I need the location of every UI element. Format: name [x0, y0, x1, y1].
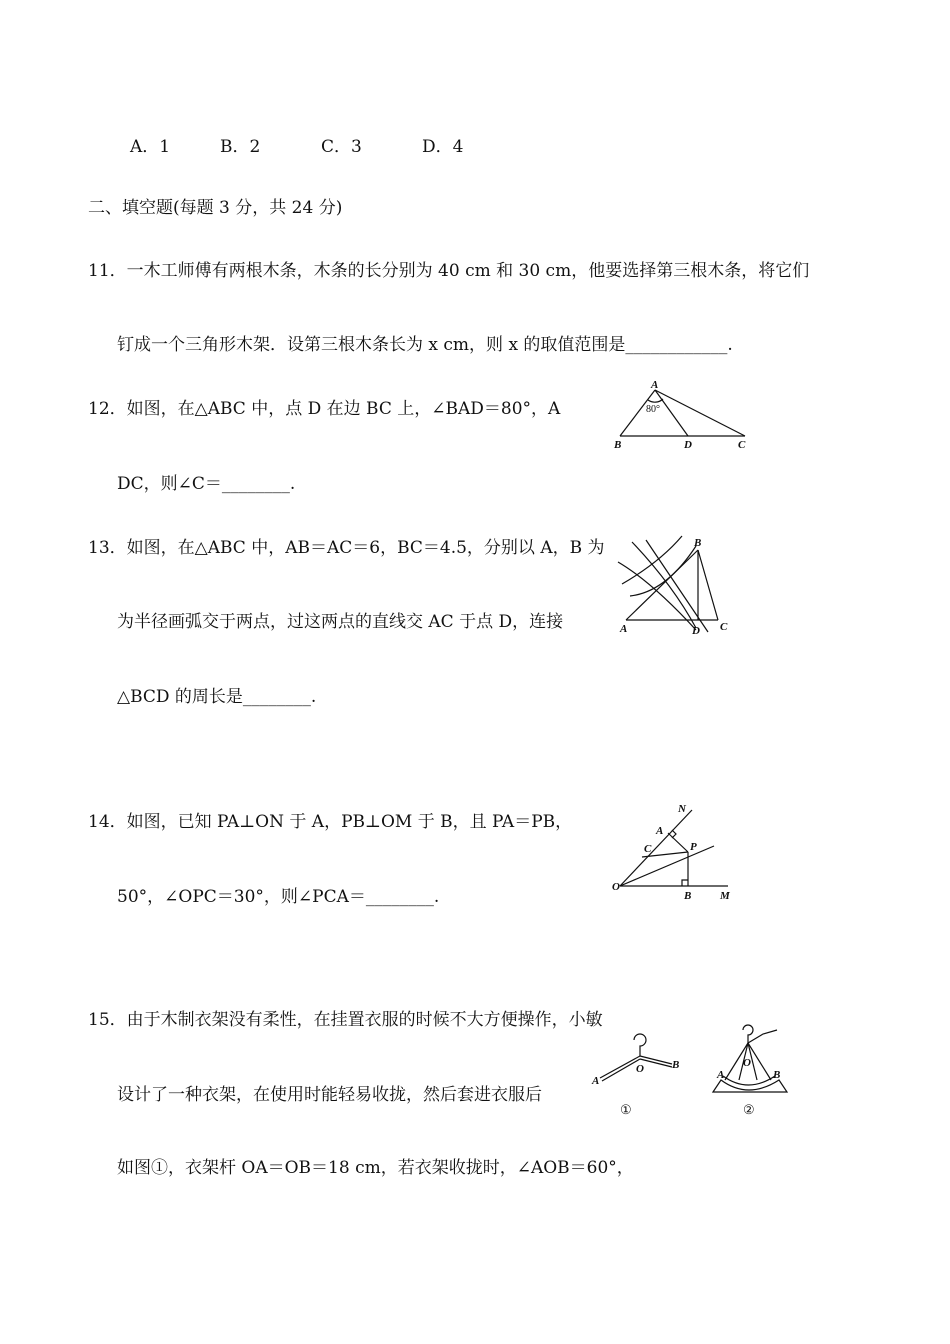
q12-label-a: A: [651, 379, 659, 391]
q12-figure: [610, 378, 760, 456]
q13-line1: 13．如图，在△ABC 中，AB＝AC＝6，BC＝4.5，分别以 A，B 为: [88, 538, 605, 558]
q13-label-d: D: [692, 625, 700, 637]
option-c: C．3: [321, 137, 362, 157]
q12-label-d: D: [684, 439, 692, 451]
q14-figure: [608, 800, 743, 906]
q12-label-c: C: [738, 439, 746, 451]
q12-label-angle: 80°: [646, 404, 660, 415]
q14-label-p: P: [690, 841, 697, 853]
q11-line1: 11．一木工师傅有两根木条，木条的长分别为 40 cm 和 30 cm，他要选择第三根木条，将它们: [88, 261, 810, 281]
q14-label-b: B: [684, 890, 692, 902]
q15-figure-1: [590, 1024, 690, 1122]
q14-label-m: M: [720, 890, 730, 902]
option-d: D．4: [422, 137, 464, 157]
q15-fig2-caption: ②: [743, 1102, 755, 1117]
q13-label-a: A: [620, 623, 628, 635]
q15-figure-2: [705, 1020, 800, 1122]
q15-line3: 如图①，衣架杆 OA＝OB＝18 cm，若衣架收拢时，∠AOB＝60°，: [117, 1158, 634, 1178]
q13-label-c: C: [720, 621, 728, 633]
q15-line1: 15．由于木制衣架没有柔性，在挂置衣服的时候不大方便操作，小敏: [88, 1010, 603, 1030]
section-heading: 二、填空题(每题 3 分，共 24 分): [88, 198, 343, 218]
q13-label-b: B: [694, 537, 702, 549]
q15-fig2-label-a: A: [717, 1069, 725, 1081]
q12-label-b: B: [614, 439, 622, 451]
q14-label-c: C: [644, 843, 652, 855]
q14-label-n: N: [678, 803, 686, 815]
q11-line2: 钉成一个三角形木架．设第三根木条长为 x cm，则 x 的取值范围是____________.: [117, 335, 733, 355]
option-a: A．1: [130, 137, 171, 157]
q13-line3: △BCD 的周长是________.: [117, 687, 317, 707]
q15-fig1-label-b: B: [672, 1059, 680, 1071]
q14-line1: 14．如图，已知 PA⊥ON 于 A，PB⊥OM 于 B，且 PA＝PB，: [88, 812, 573, 832]
q15-fig2-label-o: O: [743, 1057, 751, 1069]
q15-fig2-label-b: B: [773, 1069, 781, 1081]
q15-fig1-label-a: A: [592, 1075, 600, 1087]
q15-fig1-caption: ①: [620, 1102, 632, 1117]
q14-label-o: O: [612, 881, 620, 893]
q14-label-a: A: [656, 825, 664, 837]
q13-figure: [612, 532, 742, 642]
q12-line2: DC，则∠C＝________.: [117, 474, 296, 494]
q12-line1: 12．如图，在△ABC 中，点 D 在边 BC 上，∠BAD＝80°，A: [88, 399, 561, 419]
q15-fig1-label-o: O: [636, 1063, 644, 1075]
q14-line2: 50°，∠OPC＝30°，则∠PCA＝________.: [117, 887, 440, 907]
option-b: B．2: [220, 137, 261, 157]
q15-line2: 设计了一种衣架，在使用时能轻易收拢，然后套进衣服后: [117, 1085, 542, 1105]
q13-line2: 为半径画弧交于两点，过这两点的直线交 AC 于点 D，连接: [117, 612, 564, 632]
